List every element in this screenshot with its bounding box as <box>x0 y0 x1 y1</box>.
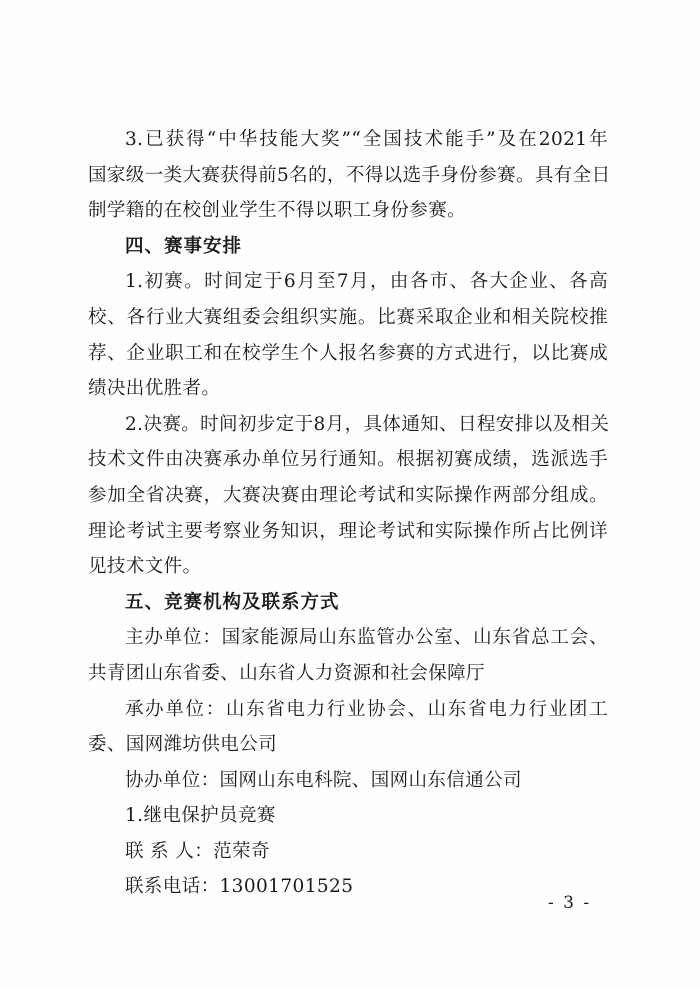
paragraph-line: 1.初赛。时间定于6月至7月，由各市、各大企业、各高 <box>125 271 608 293</box>
paragraph-line: 国家级一类大赛获得前5名的，不得以选手身份参赛。具有全日 <box>88 164 611 186</box>
paragraph-line: 理论考试主要考察业务知识，理论考试和实际操作所占比例详 <box>88 520 608 542</box>
paragraph-line: 委、国网潍坊供电公司 <box>88 734 278 756</box>
paragraph-line: 主办单位：国家能源局山东监管办公室、山东省总工会、 <box>125 627 608 649</box>
paragraph-line: 1.继电保护员竞赛 <box>125 805 276 827</box>
section-heading-schedule: 四、赛事安排 <box>125 235 243 257</box>
document-body <box>88 122 611 905</box>
page-number: - 3 - <box>548 893 592 913</box>
paragraph-line: 3.已获得“中华技能大奖”“全国技术能手”及在2021年 <box>125 129 608 150</box>
section-heading-organization: 五、竞赛机构及联系方式 <box>125 591 340 613</box>
paragraph-line: 协办单位：国网山东电科院、国网山东信通公司 <box>125 769 522 791</box>
paragraph-line: 见技术文件。 <box>88 556 202 578</box>
paragraph-line: 制学籍的在校创业学生不得以职工身份参赛。 <box>88 200 467 222</box>
paragraph-line: 共青团山东省委、山东省人力资源和社会保障厅 <box>88 662 485 684</box>
paragraph-line: 绩决出优胜者。 <box>88 378 221 400</box>
paragraph-line: 技术文件由决赛承办单位另行通知。根据初赛成绩，选派选手 <box>88 449 608 471</box>
paragraph-line: 承办单位：山东省电力行业协会、山东省电力行业团工 <box>125 698 608 720</box>
paragraph-line: 荐、企业职工和在校学生个人报名参赛的方式进行，以比赛成 <box>88 342 608 364</box>
contact-phone: 联系电话：13001701525 <box>125 876 354 898</box>
contact-person: 联 系 人：范荣奇 <box>125 840 270 862</box>
paragraph-line: 2.决赛。时间初步定于8月，具体通知、日程安排以及相关 <box>125 413 610 435</box>
paragraph-line: 参加全省决赛，大赛决赛由理论考试和实际操作两部分组成。 <box>88 484 608 506</box>
paragraph-line: 校、各行业大赛组委会组织实施。比赛采取企业和相关院校推 <box>88 306 608 328</box>
